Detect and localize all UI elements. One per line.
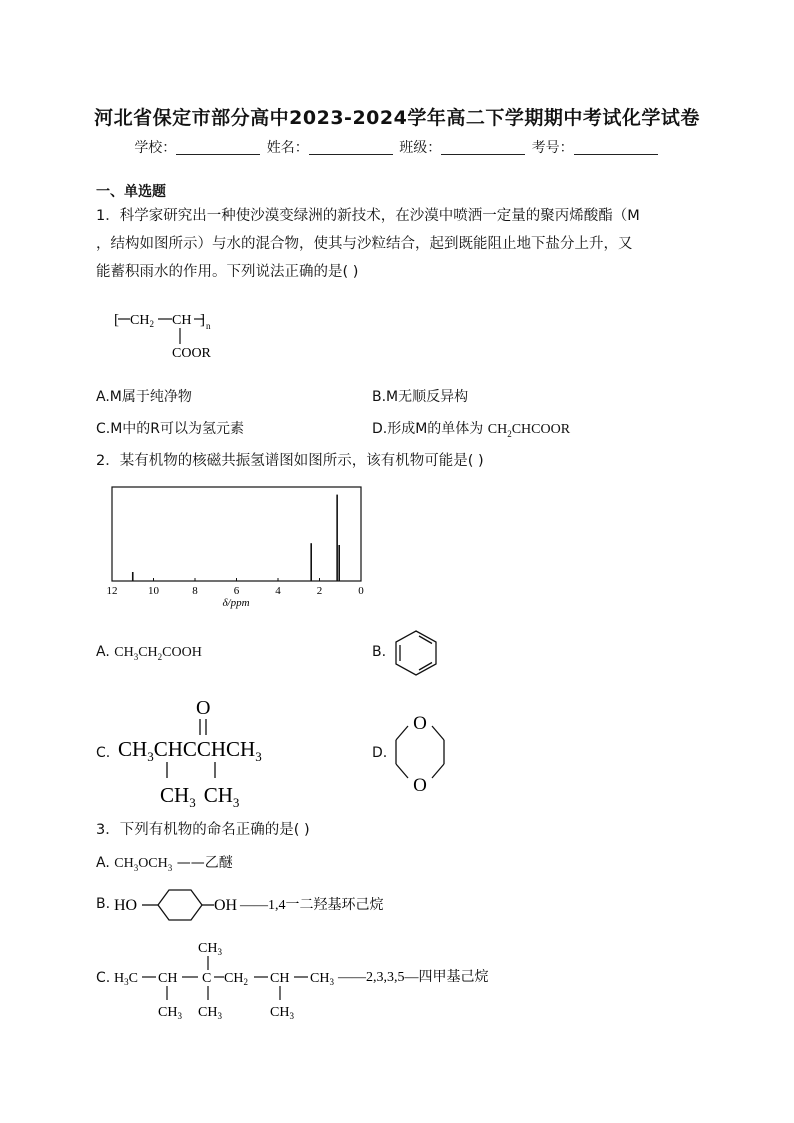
q2-option-a[interactable]: A. $CH_3CH_2COOH$ <box>96 644 202 662</box>
field-class-blank[interactable] <box>441 140 525 155</box>
svg-text:CH: CH <box>158 971 178 986</box>
ketone-main-chain: $CH_3CHCCHCH_3$ <box>118 737 262 764</box>
cyclohexanediol-ho: HO <box>114 897 138 914</box>
field-name-blank[interactable] <box>309 140 393 155</box>
q2-option-a-formula: $CH_3CH_2COOH$ <box>114 645 202 662</box>
q3-stem: 3．下列有机物的命名正确的是( ) <box>96 822 310 838</box>
section-heading: 一、单选题 <box>96 184 166 200</box>
nmr-peaks <box>133 495 339 581</box>
svg-text:]: ] <box>200 312 205 328</box>
q3-option-a-name: ——乙醚 <box>176 855 233 871</box>
field-name-label: 姓名： <box>266 140 309 156</box>
svg-text:CH2: $CH_2$ <box>224 971 248 987</box>
q2-option-b[interactable]: B. <box>372 644 387 660</box>
q2-nmr-spectrum <box>100 482 380 612</box>
q1-polymer-structure <box>112 300 242 370</box>
svg-text:[: [ <box>114 312 119 328</box>
ketone-lower-methyls: $CH_3$ $CH_3$ <box>160 783 240 810</box>
q3-option-c-name: ——2,3,3,5—四甲基己烷 <box>338 970 489 985</box>
svg-text:CH3: $CH_3$ <box>158 1005 182 1021</box>
tetramethylhexane-structure <box>112 934 532 1024</box>
ketone-structure <box>112 692 302 810</box>
cyclohexadiene-structure <box>390 628 442 678</box>
ketone-oxygen: O <box>196 697 211 719</box>
q3-option-a[interactable]: A. $CH_3OCH_3$ ——乙醚 <box>96 855 233 873</box>
page-title: 河北省保定市部分高中2023-2024学年高二下学期期中考试化学试卷 <box>94 107 700 129</box>
q1-struct-ch2: $CH_2$ <box>130 313 154 329</box>
c-top-methyl: $CH_3$ <box>198 941 222 957</box>
q2-stem: 2．某有机物的核磁共振氢谱图如图所示，该有机物可能是( ) <box>96 453 484 469</box>
q1-stem-line-1: 1．科学家研究出一种使沙漠变绿洲的新技术，在沙漠中喷洒一定量的聚丙烯酸酯（M <box>96 208 640 224</box>
student-info-fields <box>0 137 794 157</box>
svg-text:CH3: $CH_3$ <box>198 1005 222 1021</box>
q1-option-d-formula: $CH_2CHCOOR$ <box>487 422 571 439</box>
q3-option-b-name: ——1,4一二羟基环己烷 <box>240 898 384 913</box>
field-examno-label: 考号： <box>531 140 574 156</box>
field-school-label: 学校： <box>134 140 177 156</box>
dioxane-oxygen-top: O <box>413 713 427 734</box>
nmr-frame <box>112 487 361 581</box>
field-examno-blank[interactable] <box>574 140 658 155</box>
q3-option-c[interactable]: C. <box>96 970 111 986</box>
cyclohexanediol-structure <box>112 884 412 924</box>
nmr-tick-label-6: 0 <box>358 585 364 597</box>
svg-text:C: C <box>202 971 212 986</box>
q3-option-b[interactable]: B. <box>96 896 111 912</box>
svg-text:CH3: $CH_3$ <box>270 1005 294 1021</box>
q1-stem-line-3: 能蓄积雨水的作用。下列说法正确的是( ) <box>96 264 359 280</box>
q1-option-d-text: D.形成M的单体为 <box>372 421 484 437</box>
q3-option-a-formula: $CH_3OCH_3$ <box>114 856 173 873</box>
q1-option-b[interactable]: B.M无顺反异构 <box>372 389 469 405</box>
q1-option-c[interactable]: C.M中的R可以为氢元素 <box>96 421 245 437</box>
q2-option-c[interactable]: C. <box>96 745 111 761</box>
nmr-tick-label-4: 4 <box>275 585 281 597</box>
cyclohexanediol-oh: OH <box>214 897 238 914</box>
nmr-tick-label-5: 2 <box>316 585 323 597</box>
svg-text:CH3: $CH_3$ <box>310 971 334 987</box>
q1-struct-ch: CH <box>172 313 192 328</box>
nmr-tick-label-3: 6 <box>233 585 240 597</box>
q1-struct-coor: COOR <box>172 346 211 361</box>
c-main-chain: $H_3C$ <box>114 971 138 987</box>
field-school-blank[interactable] <box>176 140 260 155</box>
nmr-x-label: δ/ppm <box>222 597 250 609</box>
dioxane-structure <box>390 706 450 798</box>
nmr-tick-label-0: 12 <box>106 585 118 597</box>
q1-option-d[interactable] <box>372 418 570 439</box>
q1-stem-line-2: ，结构如图所示）与水的混合物，使其与沙粒结合，起到既能阻止地下盐分上升，又 <box>96 236 633 252</box>
dioxane-oxygen-bottom: O <box>413 775 427 796</box>
svg-text:CH: CH <box>270 971 290 986</box>
nmr-tick-label-1: 10 <box>148 585 159 597</box>
field-class-label: 班级： <box>399 140 442 156</box>
nmr-tick-label-2: 8 <box>192 585 198 597</box>
q1-stem <box>96 202 700 286</box>
q2-option-d[interactable]: D. <box>372 745 388 761</box>
q1-option-a[interactable]: A.M属于纯净物 <box>96 389 192 405</box>
q1-struct-n: n <box>206 321 211 331</box>
